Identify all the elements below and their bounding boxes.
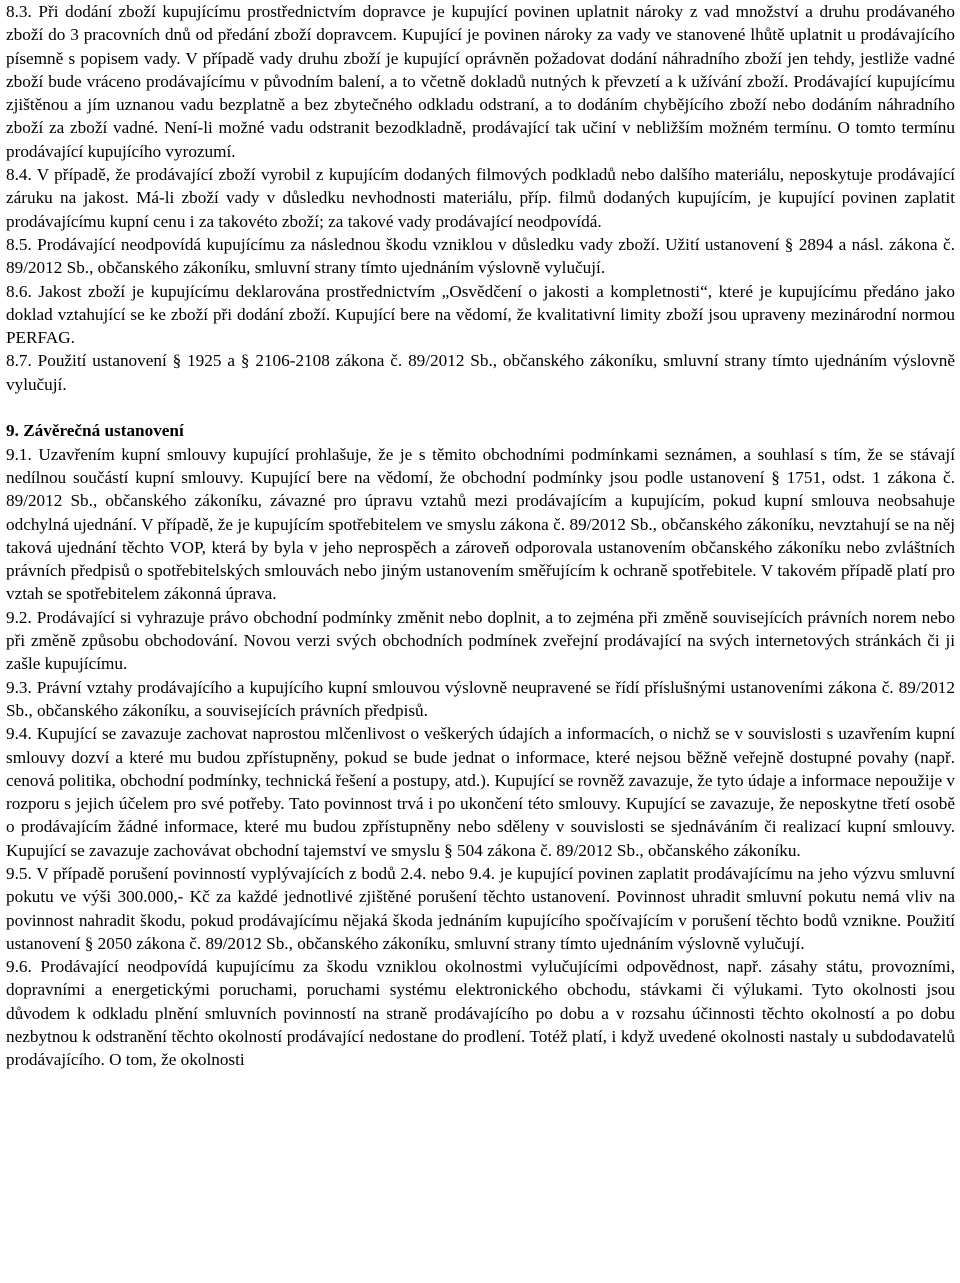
clause-9-3: 9.3. Právní vztahy prodávajícího a kupujícího kupní smlouvou výslovně neupravené se řídí příslušnými ustanoveními zákona č. 89/2012 Sb., občanského zákoníku, a souvisejících právních předpisů. <box>6 677 955 720</box>
clause-9-6: 9.6. Prodávající neodpovídá kupujícímu za škodu vzniklou okolnostmi vylučujícími odpovědnost, např. zásahy státu, provozními, dopravními a energetickými poruchami, poruchami systému elektronického obchodu, stávkami či výlukami. Tyto okolnosti jsou důvodem k odkladu plnění smluvních povinností na straně prodávajícího po dobu a v rozsahu účinnosti těchto okolností a po dobu nezbytnou k odstranění těchto okolností prodávající nedostane do prodlení. Totéž platí, i když uvedené okolnosti nastaly u subdodavatelů prodávajícího. O tom, že okolnosti <box>6 957 955 1070</box>
clause-8-4: 8.4. V případě, že prodávající zboží vyrobil z kupujícím dodaných filmových podkladů nebo dalšího materiálu, neposkytuje prodávající záruku na jakost. Má-li zboží vady v důsledku nevhodnosti materiálu, příp. filmů dodaných kupujícím, je kupující povinen zaplatit prodávajícímu kupní cenu i za takovéto zboží; za takové vady prodávající neodpovídá. <box>6 165 955 231</box>
clause-8-6: 8.6. Jakost zboží je kupujícímu deklarována prostřednictvím „Osvědčení o jakosti a kompletnosti“, které je kupujícímu předáno jako doklad vztahující se ke zboží při dodání zboží. Kupující bere na vědomí, že kvalitativní limity zboží jsou upraveny mezinárodní normou PERFAG. <box>6 281 955 348</box>
clause-9-2: 9.2. Prodávající si vyhrazuje právo obchodní podmínky změnit nebo doplnit, a to zejména při změně souvisejících právních norem nebo při změně způsobu obchodování. Novou verzi svých obchodních podmínek zveřejní prodávající na svých internetových stránkách či ji zašle kupujícímu. <box>6 607 955 674</box>
clause-9-1: 9.1. Uzavřením kupní smlouvy kupující prohlašuje, že je s těmito obchodními podmínkami seznámen, a souhlasí s tím, že se stávají nedílnou součástí kupní smlouvy. Kupující bere na vědomí, že obchodní podmínky jsou podle ustanovení § 1751, odst. 1 zákona č. 89/2012 Sb., občanského zákoníku, závazné pro úpravu vztahů mezi prodávajícím a kupujícím, pokud kupní smlouva neobsahuje odchylná ujednání. V případě, že je kupujícím spotřebitelem ve smyslu zákona č. 89/2012 Sb., občanského zákoníku, nevztahují se na něj taková ujednání těchto VOP, která by byla v jeho neprospěch a zároveň odporovala ustanovením občanského zákoníku nebo zvláštních právních předpisů o spotřebitelských smlouvách nebo jiným ustanovením směřujícím k ochraně spotřebitele. V takovém případě platí pro vztah se spotřebitelem zákonná úprava. <box>6 444 955 604</box>
clause-8-5: 8.5. Prodávající neodpovídá kupujícímu za následnou škodu vzniklou v důsledku vady zboží. Užití ustanovení § 2894 a násl. zákona č. 89/2012 Sb., občanského zákoníku, smluvní strany tímto ujednáním výslovně vylučují. <box>6 234 955 278</box>
clause-9-5: 9.5. V případě porušení povinností vyplývajících z bodů 2.4. nebo 9.4. je kupující povinen zaplatit prodávajícímu na jeho výzvu smluvní pokutu ve výši 300.000,- Kč za každé jednotlivé zjištěné porušení těchto ustanovení. Povinnost uhradit smluvní pokutu nemá vliv na povinnost nahradit škodu, pokud prodávajícímu nějaká škoda jednáním kupujícího spočívajícím v porušení těchto bodů vznikne. Použití ustanovení § 2050 zákona č. 89/2012 Sb., občanského zákoníku, smluvní strany tímto ujednáním výslovně vylučují. <box>6 863 955 953</box>
clause-8-7: 8.7. Použití ustanovení § 1925 a § 2106-2108 zákona č. 89/2012 Sb., občanského zákoníku, smluvní strany tímto ujednáním výslovně vylučují. <box>6 351 955 394</box>
section-spacer <box>6 396 955 419</box>
section-9-heading: 9. Závěrečná ustanovení <box>6 421 184 441</box>
clause-8-3: 8.3. Při dodání zboží kupujícímu prostřednictvím dopravce je kupující povinen uplatnit nároky z vad množství a druhu prodávaného zboží do 3 pracovních dnů od předání zboží dopravcem. Kupující je povinen nároky za vady ve stanovené lhůtě uplatnit u prodávajícího písemně s popisem vady. V případě vady druhu zboží je kupující oprávněn požadovat dodání náhradního zboží jen tehdy, jestliže vadné zboží bude vráceno prodávajícímu v původním balení, a to včetně dokladů nutných k převzetí a k užívání zboží. Prodávající kupujícímu zjištěnou a jím uznanou vadu bezplatně a bez zbytečného odkladu odstraní, a to dodáním chybějícího zboží nebo dodáním náhradního zboží za zboží vadné. Není-li možné vadu odstranit bezodkladně, prodávající tak učiní v nebližším možném termínu. O tomto termínu prodávající kupujícího vyrozumí. <box>6 2 955 161</box>
clause-9-4: 9.4. Kupující se zavazuje zachovat naprostou mlčenlivost o veškerých údajích a informacích, o nichž se v souvislosti s uzavřením kupní smlouvy dozví a které mu budou zpřístupněny, pokud se bude jednat o informace, které nejsou běžně veřejně dostupné povahy (např. cenová politika, obchodní podmínky, technická řešení a postupy, atd.). Kupující se rovněž zavazuje, že tyto údaje a informace nepoužije v rozporu s jejich účelem pro své potřeby. Tato povinnost trvá i po ukončení této smlouvy. Kupující se zavazuje, že neposkytne třetí osobě o prodávajícím žádné informace, které mu budou zpřístupněny nebo sděleny v souvislosti se sjednáváním či realizací kupní smlouvy. Kupující se zavazuje zachovávat obchodní tajemství ve smyslu § 504 zákona č. 89/2012 Sb., občanského zákoníku. <box>6 724 955 860</box>
